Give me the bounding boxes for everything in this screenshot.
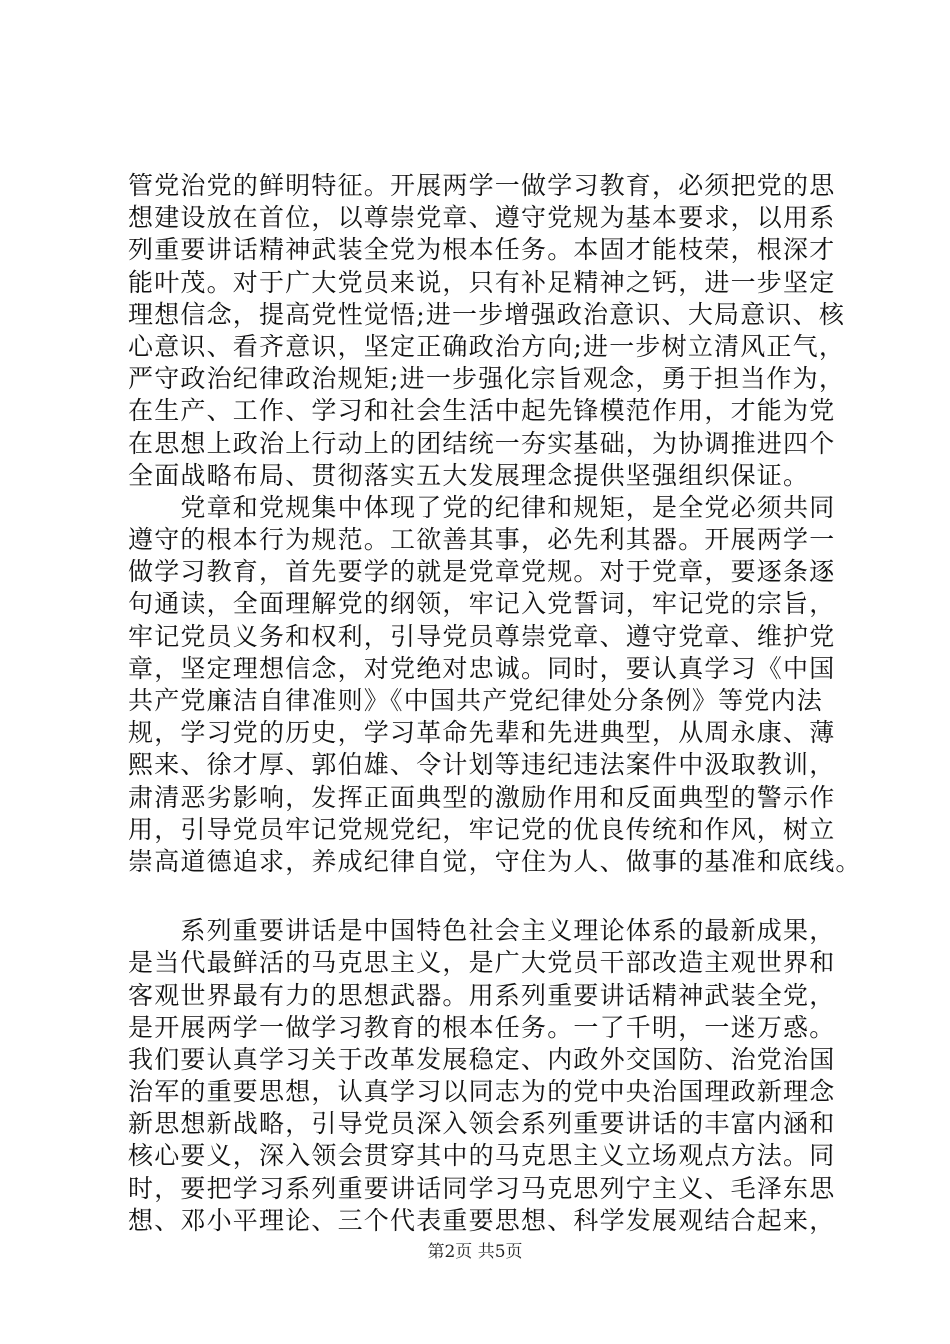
- text-line: 时，要把学习系列重要讲话同学习马克思列宁主义、毛泽东思: [128, 1173, 836, 1203]
- text-line: 核心要义，深入领会贯穿其中的马克思主义立场观点方法。同: [128, 1141, 836, 1171]
- text-line: 党章和党规集中体现了党的纪律和规矩，是全党必须共同: [128, 492, 836, 522]
- text-line: 严守政治纪律政治规矩;进一步强化宗旨观念，勇于担当作为，: [128, 364, 846, 394]
- paragraph-2: [128, 492, 862, 878]
- text-line: 我们要认真学习关于改革发展稳定、内政外交国防、治党治国: [128, 1044, 836, 1074]
- paragraph-3: [128, 915, 842, 1237]
- text-line: 崇高道德追求，养成纪律自觉，守住为人、做事的基准和底线。: [128, 846, 862, 876]
- paragraph-spacer: [128, 878, 842, 915]
- text-line: 肃清恶劣影响，发挥正面典型的激励作用和反面典型的警示作: [128, 782, 836, 812]
- text-line: 是开展两学一做学习教育的根本任务。一了千明，一迷万惑。: [128, 1012, 836, 1042]
- text-line: 句通读，全面理解党的纲领，牢记入党誓词，牢记党的宗旨，: [128, 589, 836, 619]
- text-line: 用，引导党员牢记党规党纪，牢记党的优良传统和作风，树立: [128, 814, 836, 844]
- text-line: 熙来、徐才厚、郭伯雄、令计划等违纪违法案件中汲取教训，: [128, 750, 836, 780]
- paragraph-1: [128, 170, 846, 492]
- text-line: 列重要讲话精神武装全党为根本任务。本固才能枝荣，根深才: [128, 235, 836, 265]
- page-number-footer: 第2页 共5页: [427, 1242, 523, 1262]
- text-line: 牢记党员义务和权利，引导党员尊崇党章、遵守党章、维护党: [128, 621, 836, 651]
- text-line: 在思想上政治上行动上的团结统一夯实基础，为协调推进四个: [128, 428, 836, 458]
- text-line: 想、邓小平理论、三个代表重要思想、科学发展观结合起来，: [128, 1205, 836, 1235]
- text-line: 规，学习党的历史，学习革命先辈和先进典型，从周永康、薄: [128, 718, 836, 748]
- text-line: 心意识、看齐意识，坚定正确政治方向;进一步树立清风正气，: [128, 331, 846, 361]
- text-line: 共产党廉洁自律准则》《中国共产党纪律处分条例》等党内法: [128, 686, 823, 715]
- text-line: 全面战略布局、贯彻落实五大发展理念提供坚强组织保证。: [128, 460, 810, 490]
- text-line: 管党治党的鲜明特征。开展两学一做学习教育，必须把党的思: [128, 171, 836, 200]
- text-line: 遵守的根本行为规范。工欲善其事，必先利其器。开展两学一: [128, 525, 836, 555]
- text-line: 新思想新战略，引导党员深入领会系列重要讲话的丰富内涵和: [128, 1109, 836, 1139]
- text-line: 做学习教育，首先要学的就是党章党规。对于党章，要逐条逐: [128, 557, 836, 587]
- text-line: 客观世界最有力的思想武器。用系列重要讲话精神武装全党，: [128, 980, 836, 1010]
- document-body: [128, 170, 862, 1237]
- text-line: 章，坚定理想信念，对党绝对忠诚。同时，要认真学习《中国: [128, 653, 836, 683]
- text-line: 能叶茂。对于广大党员来说，只有补足精神之钙，进一步坚定: [128, 267, 836, 297]
- text-line: 想建设放在首位，以尊崇党章、遵守党规为基本要求，以用系: [128, 203, 836, 233]
- text-line: 治军的重要思想，认真学习以同志为的党中央治国理政新理念: [128, 1077, 836, 1107]
- text-line: 系列重要讲话是中国特色社会主义理论体系的最新成果，: [128, 916, 836, 946]
- text-line: 理想信念，提高党性觉悟;进一步增强政治意识、大局意识、核: [128, 299, 846, 329]
- text-line: 是当代最鲜活的马克思主义，是广大党员干部改造主观世界和: [128, 948, 836, 978]
- text-line: 在生产、工作、学习和社会生活中起先锋模范作用，才能为党: [128, 396, 836, 426]
